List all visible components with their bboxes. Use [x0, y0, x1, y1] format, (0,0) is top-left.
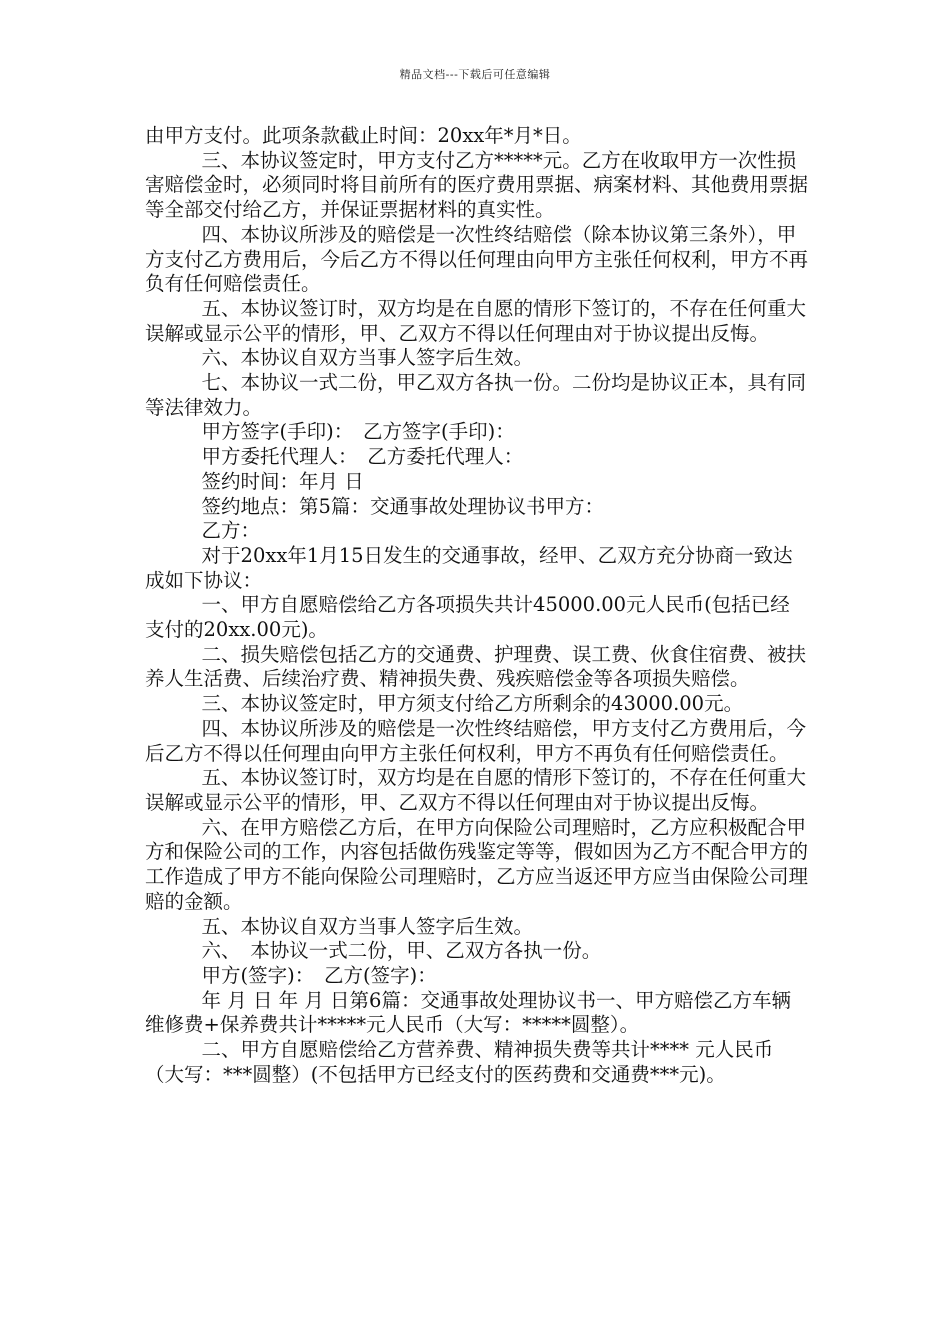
- paragraph: 由甲方支付。此项条款截止时间：20xx年*月*日。: [145, 124, 582, 147]
- paragraph: 五、本协议签订时，双方均是在自愿的情形下签订的，不存在任何重大误解或显示公平的情形，甲、乙双方不得以任何理由对于协议提出反悔。: [145, 296, 807, 345]
- paragraph: 四、本协议所涉及的赔偿是一次性终结赔偿（除本协议第三条外），甲方支付乙方费用后，今后乙方不得以任何理由向甲方主张任何权利，甲方不再负有任何赔偿责任。: [145, 222, 809, 296]
- location-line: 签约地点：第5篇：交通事故处理协议书甲方：: [201, 494, 604, 518]
- document-body: [145, 124, 809, 1087]
- paragraph: 五、本协议签订时，双方均是在自愿的情形下签订的，不存在任何重大误解或显示公平的情形，甲、乙双方不得以任何理由对于协议提出反悔。: [145, 766, 807, 814]
- paragraph: 五、本协议自双方当事人签字后生效。: [201, 914, 534, 938]
- party-line: 乙方：: [201, 519, 261, 543]
- paragraph: 二、甲方自愿赔偿给乙方营养费、精神损失费等共计**** 元人民币（大写：***圆整）(不包括甲方已经支付的医药费和交通费***元)。: [145, 1038, 774, 1086]
- date-line: 签约时间：年月 日: [201, 469, 364, 493]
- paragraph: 六、在甲方赔偿乙方后，在甲方向保险公司理赔时，乙方应积极配合甲方和保险公司的工作，内容包括做伤残鉴定等等，假如因为乙方不配合甲方的工作造成了甲方不能向保险公司理赔时，乙方应当返还甲方应当由保险公司理赔的金额。: [145, 815, 809, 913]
- paragraph: 年 月 日 年 月 日第6篇：交通事故处理协议书一、甲方赔偿乙方车辆维修费+保养费共计*****元人民币（大写：*****圆整）。: [145, 988, 791, 1037]
- paragraph: 三、本协议签定时，甲方须支付给乙方所剩余的43000.00元。: [201, 692, 744, 716]
- paragraph: 四、本协议所涉及的赔偿是一次性终结赔偿，甲方支付乙方费用后，今后乙方不得以任何理由向甲方主张任何权利，甲方不再负有任何赔偿责任。: [145, 716, 807, 765]
- agent-line: 甲方委托代理人： 乙方委托代理人：: [201, 445, 524, 469]
- paragraph: 七、本协议一式二份，甲乙双方各执一份。二份均是协议正本，具有同等法律效力。: [145, 371, 807, 419]
- paragraph: 对于20xx年1月15日发生的交通事故，经甲、乙双方充分协商一致达成如下协议：: [145, 543, 793, 592]
- paragraph: 六、本协议自双方当事人签字后生效。: [201, 346, 534, 370]
- paragraph: 一、甲方自愿赔偿给乙方各项损失共计45000.00元人民币(包括已经支付的20xx.00元)。: [145, 593, 790, 642]
- signature-line: 甲方签字(手印)： 乙方签字(手印)：: [201, 420, 515, 444]
- page-header: 精品文档---下载后可任意编辑: [399, 68, 551, 81]
- paragraph: 二、损失赔偿包括乙方的交通费、护理费、误工费、伙食住宿费、被扶养人生活费、后续治疗费、精神损失费、残疾赔偿金等各项损失赔偿。: [145, 642, 807, 691]
- paragraph: 三、本协议签定时，甲方支付乙方*****元。乙方在收取甲方一次性损害赔偿金时，必须同时将目前所有的医疗费用票据、病案材料、其他费用票据等全部交付给乙方，并保证票据材料的真实性。: [145, 148, 809, 222]
- signature-line: 甲方(签字)： 乙方(签字)：: [201, 963, 437, 987]
- paragraph: 六、 本协议一式二份，甲、乙双方各执一份。: [201, 939, 602, 963]
